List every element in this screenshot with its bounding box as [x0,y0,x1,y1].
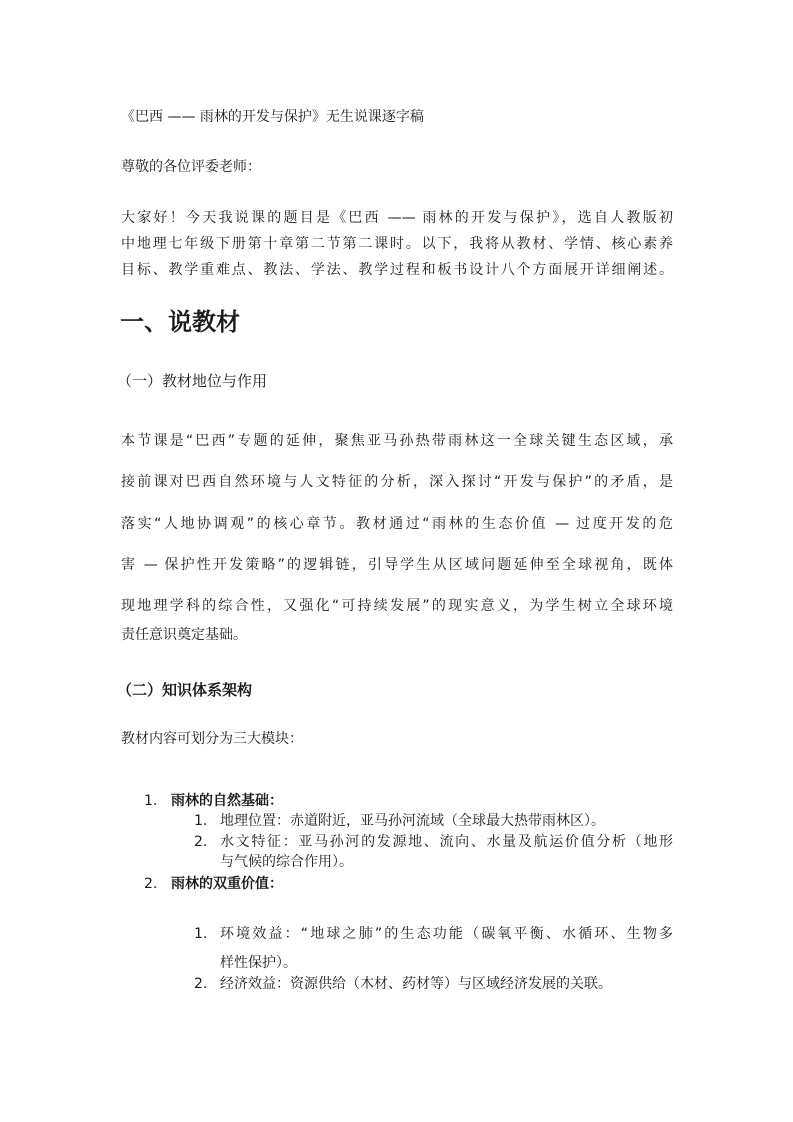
sublist-number: 2. [194,834,208,850]
list-lead: 教材内容可划分为三大模块： [121,731,303,747]
sublist-item-continued: 与气候的综合作用）。 [220,854,353,870]
paragraph-line: 落实“人地协调观”的核心章节。教材通过“雨林的生态价值 — 过度开发的危 [121,516,673,532]
paragraph-line: 害 — 保护性开发策略”的逻辑链，引导学生从区域问题延伸至全球视角，既体 [121,557,673,573]
list-number: 2. [144,876,158,892]
sublist-number: 2. [194,976,208,992]
sublist-item: 环境效益：“地球之肺”的生态功能（碳氧平衡、水循环、生物多 [220,926,673,942]
intro-line: 目标、教学重难点、教法、学法、教学过程和板书设计八个方面展开详细阐述。 [121,262,673,278]
document-title: 《巴西 —— 雨林的开发与保护》无生说课逐字稿 [121,109,424,125]
subsection-heading: （二）知识体系架构 [117,681,253,699]
paragraph-line: 责任意识奠定基础。 [121,627,247,643]
list-item-label: 雨林的双重价值： [171,876,283,892]
sublist-item-continued: 样性保护）。 [220,955,297,971]
list-number: 1. [144,793,158,809]
intro-line: 大家好！今天我说课的题目是《巴西 —— 雨林的开发与保护》，选自人教版初 [121,210,673,226]
subsection-heading: （一）教材地位与作用 [117,372,268,390]
sublist-number: 1. [194,813,208,829]
paragraph-line: 接前课对巴西自然环境与人文特征的分析，深入探讨“开发与保护”的矛盾，是 [121,474,673,490]
sublist-item: 经济效益：资源供给（木材、药材等）与区域经济发展的关联。 [220,976,612,992]
greeting: 尊敬的各位评委老师： [121,159,261,175]
sublist-item: 地理位置：赤道附近，亚马孙河流域（全球最大热带雨林区）。 [220,813,605,829]
sublist-item: 水文特征：亚马孙河的发源地、流向、水量及航运价值分析（地形 [220,834,673,850]
sublist-number: 1. [194,926,208,942]
paragraph-line: 现地理学科的综合性，又强化“可持续发展”的现实意义，为学生树立全球环境 [121,598,673,614]
intro-line: 中地理七年级下册第十章第二节第二课时。以下，我将从教材、学情、核心素养 [121,236,673,252]
paragraph-line: 本节课是“巴西”专题的延伸，聚焦亚马孙热带雨林这一全球关键生态区域，承 [121,433,673,449]
list-item-label: 雨林的自然基础： [171,793,283,809]
section-heading: 一、说教材 [120,308,240,336]
